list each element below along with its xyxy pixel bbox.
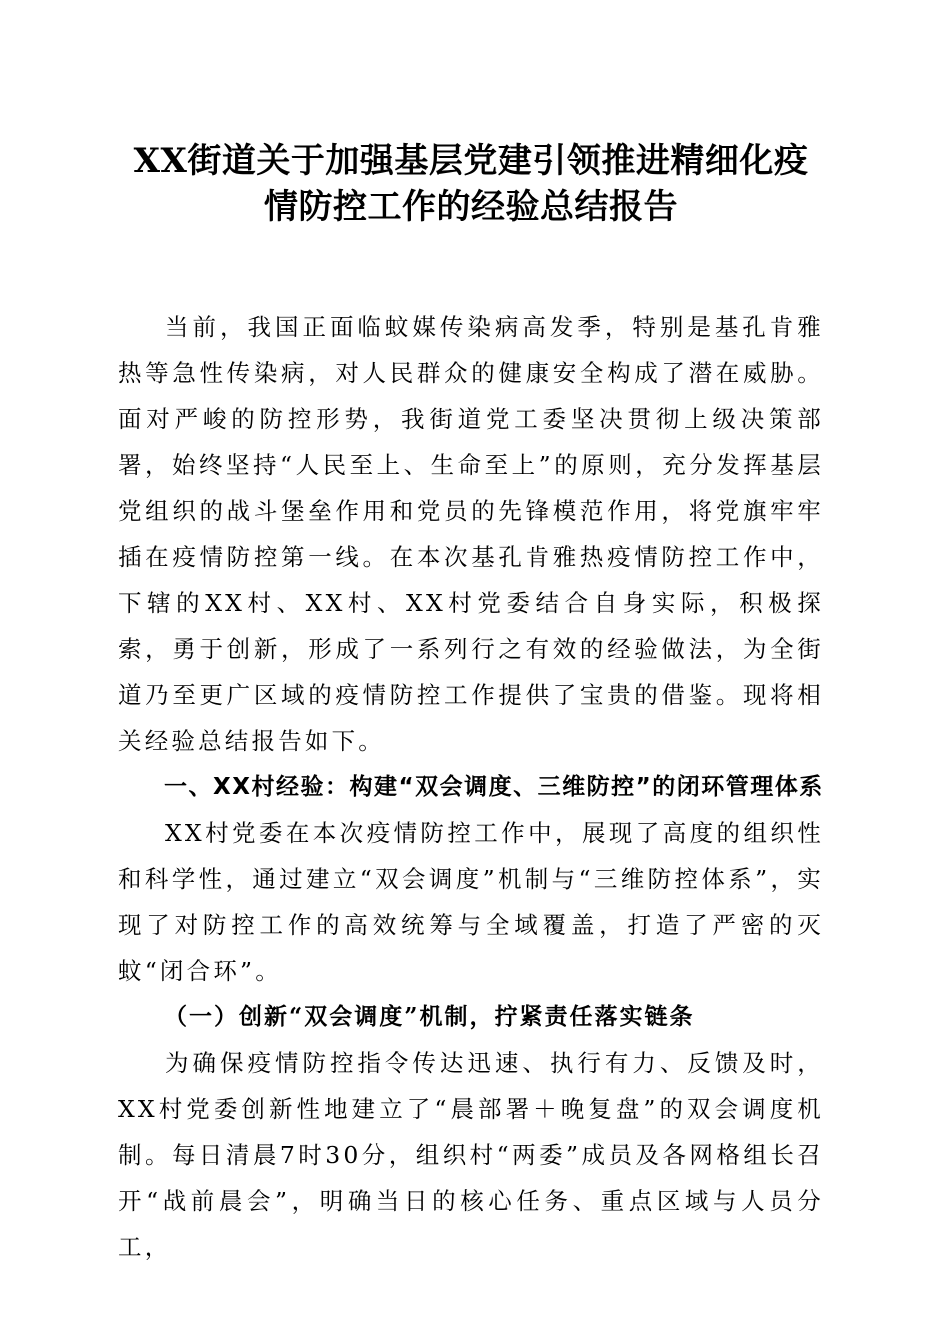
document-page <box>118 138 824 1270</box>
subsection-1-heading: （一）创新“双会调度”机制，拧紧责任落实链条 <box>164 1003 695 1030</box>
section-1-paragraph: XX村党委在本次疫情防控工作中，展现了高度的组织性和科学性，通过建立“双会调度”机制与“三维防控体系”，实现了对防控工作的高效统筹与全域覆盖，打造了严密的灭蚊“闭合环”。 <box>118 819 824 985</box>
section-1-heading: 一、XX村经验：构建“双会调度、三维防控”的闭环管理体系 <box>164 774 824 800</box>
subsection-1-paragraph: 为确保疫情防控指令传达迅速、执行有力、反馈及时，XX村党委创新性地建立了“晨部署＋晚复盘”的双会调度机制。每日清晨7时30分，组织村“两委”成员及各网格组长召开“战前晨会”，明确当日的核心任务、重点区域与人员分工， <box>118 1049 824 1261</box>
intro-paragraph: 当前，我国正面临蚊媒传染病高发季，特别是基孔肯雅热等急性传染病，对人民群众的健康安全构成了潜在威胁。面对严峻的防控形势，我街道党工委坚决贯彻上级决策部署，始终坚持“人民至上、生命至上”的原则，充分发挥基层党组织的战斗堡垒作用和党员的先锋模范作用，将党旗牢牢插在疫情防控第一线。在本次基孔肯雅热疫情防控工作中，下辖的XX村、XX村、XX村党委结合自身实际，积极探索，勇于创新，形成了一系列行之有效的经验做法，为全街道乃至更广区域的疫情防控工作提供了宝贵的借鉴。现将相关经验总结报告如下。 <box>118 313 824 755</box>
title-line-2: 情防控工作的经验总结报告 <box>264 187 678 227</box>
document-title <box>118 138 824 230</box>
title-line-1: XX街道关于加强基层党建引领推进精细化疫 <box>133 141 809 181</box>
